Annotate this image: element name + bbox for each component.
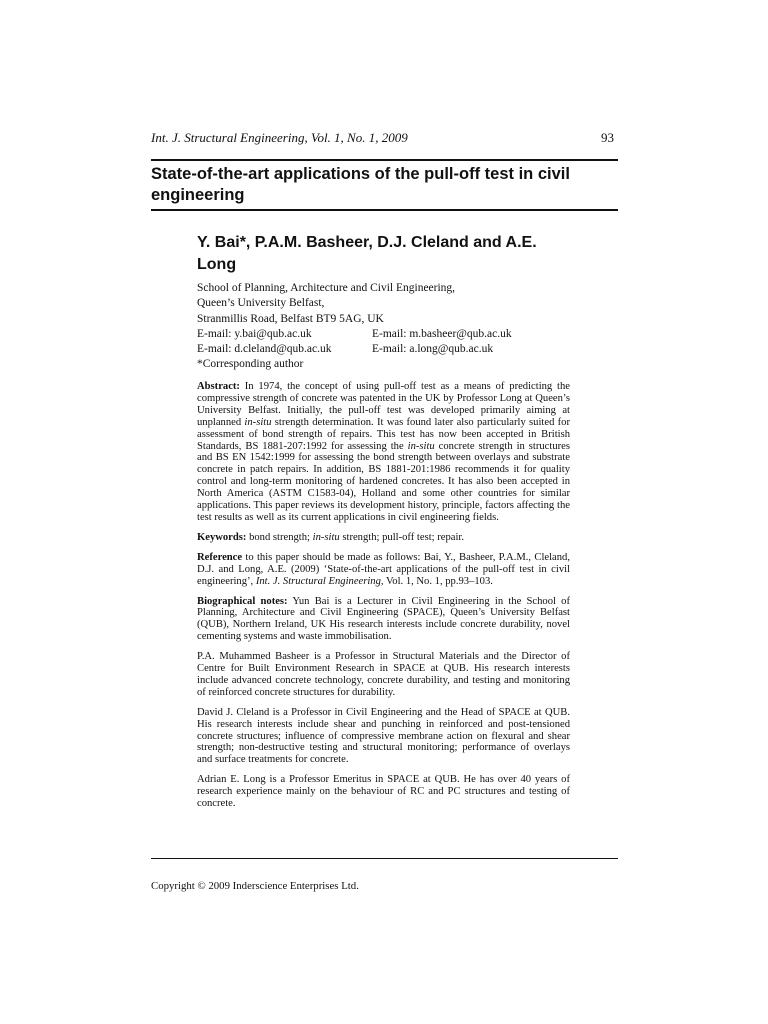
corresponding-author-note: *Corresponding author: [197, 358, 304, 371]
bottom-rule: [151, 858, 618, 859]
reference-label: Reference: [197, 551, 243, 563]
top-rule: [151, 159, 618, 161]
keywords-paragraph: Keywords: bond strength; in-situ strength; pull-off test; repair.: [197, 531, 464, 543]
email-cleland[interactable]: E-mail: d.cleland@qub.ac.uk: [197, 343, 332, 356]
bio-label: Biographical notes:: [197, 595, 288, 607]
bio-long: Adrian E. Long is a Professor Emeritus in SPACE at QUB. He has over 40 years of research experience mainly on the behaviour of RC and PC structures and testing of concrete.: [197, 774, 570, 810]
email-row: [197, 327, 597, 342]
keywords-label: Keywords:: [197, 531, 247, 543]
affiliation-line: Stranmillis Road, Belfast BT9 5AG, UK: [197, 312, 384, 325]
bio-bai: Biographical notes: Yun Bai is a Lecturer in Civil Engineering in the School of Planning, Architecture and Civil Engineering (SPACE), Queen’s University Belfast (QUB), Northern Ireland, UK His research interests include concrete durability, novel cementing systems and waste immobilisation.: [197, 595, 570, 643]
affiliation-line: School of Planning, Architecture and Civil Engineering,: [197, 282, 456, 294]
running-head: [151, 129, 616, 147]
journal-citation: Int. J. Structural Engineering, Vol. 1, No. 1, 2009: [151, 130, 408, 145]
paper-title: State-of-the-art applications of the pull-off test in civil engineering: [151, 165, 570, 204]
front-matter-text: [197, 381, 570, 818]
bio-cleland: David J. Cleland is a Professor in Civil Engineering and the Head of SPACE at QUB. His research interests include shear and punching in reinforced and post-tensioned concrete structures; influence of compressive membrane action on flexural and shear strength; non-destructive testing and structural monitoring; performance of overlays and surface treatments for concrete.: [197, 706, 570, 766]
copyright-notice: Copyright © 2009 Inderscience Enterprises Ltd.: [151, 880, 359, 892]
abstract-paragraph: Abstract: In 1974, the concept of using pull-off test as a means of predicting the compressive strength of concrete was patented in the UK by Professor Long at Queen’s University Belfast. Initially, the pull-off test was developed primarily aiming at unplanned in-situ strength determination. It was found later also particularly suited for assessment of bond strength of repairs. This test has now been accepted in British Standards, BS 1881-207:1992 for assessing the in-situ concrete strength in structures and BS EN 1542:1999 for assessing the bond strength between overlays and substrate concrete in patch repairs. In addition, BS 1881-201:1986 recommends it for quality control and long-term monitoring of hardened concretes. It has also been accepted in North America (ASTM C1583-04), Holland and some other countries for similar applications. This paper reviews its development history, principle, factors affecting the test results as well as its current applications in civil engineering fields.: [197, 381, 571, 523]
email-basheer[interactable]: E-mail: m.basheer@qub.ac.uk: [372, 327, 512, 340]
affiliation-block: [197, 281, 597, 373]
abstract-label: Abstract:: [197, 381, 240, 392]
reference-paragraph: Reference to this paper should be made as follows: Bai, Y., Basheer, P.A.M., Cleland, D.J. and Long, A.E. (2009) ‘State-of-the-art applications of the pull-off test in civil engineering’, Int. J. Structural Engineering, Vol. 1, No. 1, pp.93–103.: [197, 551, 570, 587]
title-rule: [151, 209, 618, 211]
author-list: Y. Bai*, P.A.M. Basheer, D.J. Cleland and A.E. Long: [197, 234, 537, 273]
email-long[interactable]: E-mail: a.long@qub.ac.uk: [372, 343, 494, 356]
email-row: [197, 342, 597, 357]
bio-basheer: P.A. Muhammed Basheer is a Professor in Structural Materials and the Director of Centre for Built Environment Research in SPACE at QUB. His research interests include advanced concrete technology, concrete durability, and testing and monitoring of reinforced concrete structures for durability.: [197, 651, 570, 698]
page-number: 93: [601, 130, 614, 145]
affiliation-line: Queen’s University Belfast,: [197, 297, 325, 310]
email-bai[interactable]: E-mail: y.bai@qub.ac.uk: [197, 327, 312, 340]
